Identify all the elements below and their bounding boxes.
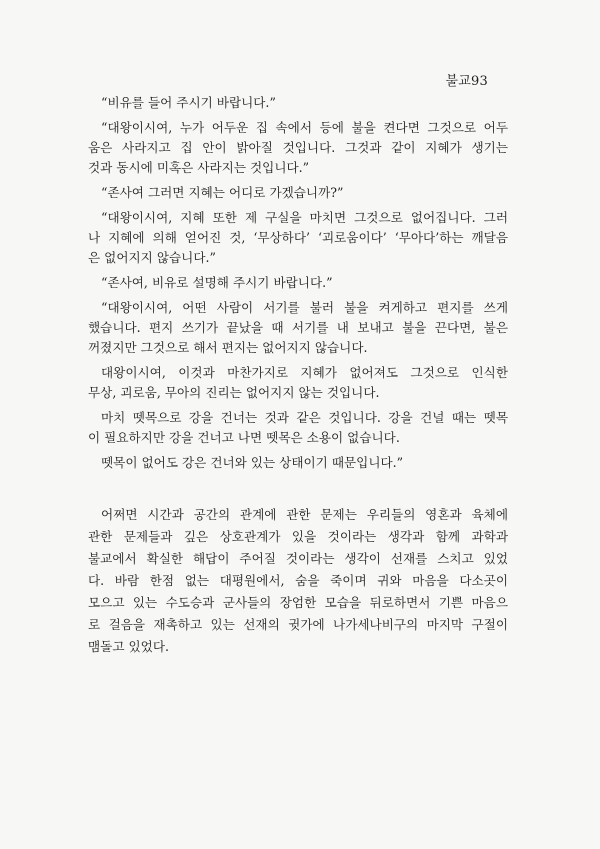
section-gap [88, 478, 508, 504]
dialogue-paragraph [88, 183, 508, 203]
text-line: 뗏목이 없어도 강은 건너와 있는 상태이기 때문입니다.” [101, 455, 404, 470]
essay-paragraph [88, 504, 508, 658]
text-line: 은 없어지지 않습니다.” [88, 250, 216, 265]
text-line: 꺼졌지만 그것으로 해서 편지는 없어지지 않습니다. [88, 340, 368, 355]
body-text [88, 93, 508, 658]
dialogue-paragraph [88, 273, 508, 293]
dialogue-paragraph [88, 408, 508, 448]
dialogue-paragraph [88, 118, 508, 178]
text-line: “대왕이시여, 누가 어두운 집 속에서 등에 불을 켠다면 그것으로 어두 [101, 120, 508, 135]
dialogue-paragraph [88, 208, 508, 268]
text-line: 모으고 있는 수도승과 군사들의 장엄한 모습을 뒤로하면서 기쁜 마음으 [88, 595, 508, 610]
text-line: “대왕이시여, 지혜 또한 제 구실을 마치면 그것으로 없어집니다. 그러 [101, 210, 508, 225]
text-line: 맴돌고 있었다. [88, 639, 169, 654]
text-line: “대왕이시여, 어떤 사람이 서기를 불러 불을 켜게하고 편지를 쓰게 [101, 300, 508, 315]
text-line: 나 지혜에 의해 얻어진 것, ‘무상하다’ ‘괴로움이다’ ‘무아다’하는 깨달음 [88, 230, 508, 245]
text-line: 마치 뗏목으로 강을 건너는 것과 같은 것입니다. 강을 건널 때는 뗏목 [101, 410, 508, 425]
text-line: 것과 동시에 미혹은 사라지는 것입니다.” [88, 160, 310, 175]
text-line: 무상, 괴로움, 무아의 진리는 없어지지 않는 것입니다. [88, 385, 380, 400]
dialogue-paragraph [88, 453, 508, 473]
text-line: 대왕이시여, 이것과 마찬가지로 지혜가 없어져도 그것으로 인식한 [101, 365, 508, 380]
text-line: “비유를 들어 주시기 바랍니다.” [101, 95, 276, 110]
text-line: 움은 사라지고 집 안이 밝아질 것입니다. 그것과 같이 지혜가 생기는 [88, 140, 508, 155]
text-line: 로 걸음을 재촉하고 있는 선재의 귓가에 나가세나비구의 마지막 구절이 [88, 617, 508, 632]
dialogue-paragraph [88, 93, 508, 113]
text-line: 어쩌면 시간과 공간의 관계에 관한 문제는 우리들의 영혼과 육체에 [101, 507, 508, 522]
dialogue-section [88, 93, 508, 473]
text-line: “존사여, 비유로 설명해 주시기 바랍니다.” [101, 275, 333, 290]
text-line: “존사여 그러면 지혜는 어디로 가겠습니까?” [101, 185, 344, 200]
text-line: 이 필요하지만 강을 건너고 나면 뗏목은 소용이 없습니다. [88, 430, 400, 445]
dialogue-paragraph [88, 363, 508, 403]
dialogue-paragraph [88, 298, 508, 358]
page-header: 불교93 [445, 74, 488, 89]
text-line: 했습니다. 편지 쓰기가 끝났을 때 서기를 내 보내고 불을 끈다면, 불은 [88, 320, 508, 335]
text-line: 다. 바람 한점 없는 대평원에서, 숨을 죽이며 귀와 마음을 다소곳이 [88, 573, 508, 588]
text-line: 관한 문제들과 깊은 상호관계가 있을 것이라는 생각과 함께 과학과 [88, 529, 508, 544]
text-line: 불교에서 확실한 해답이 주어질 것이라는 생각이 선재를 스치고 있었 [88, 551, 508, 566]
